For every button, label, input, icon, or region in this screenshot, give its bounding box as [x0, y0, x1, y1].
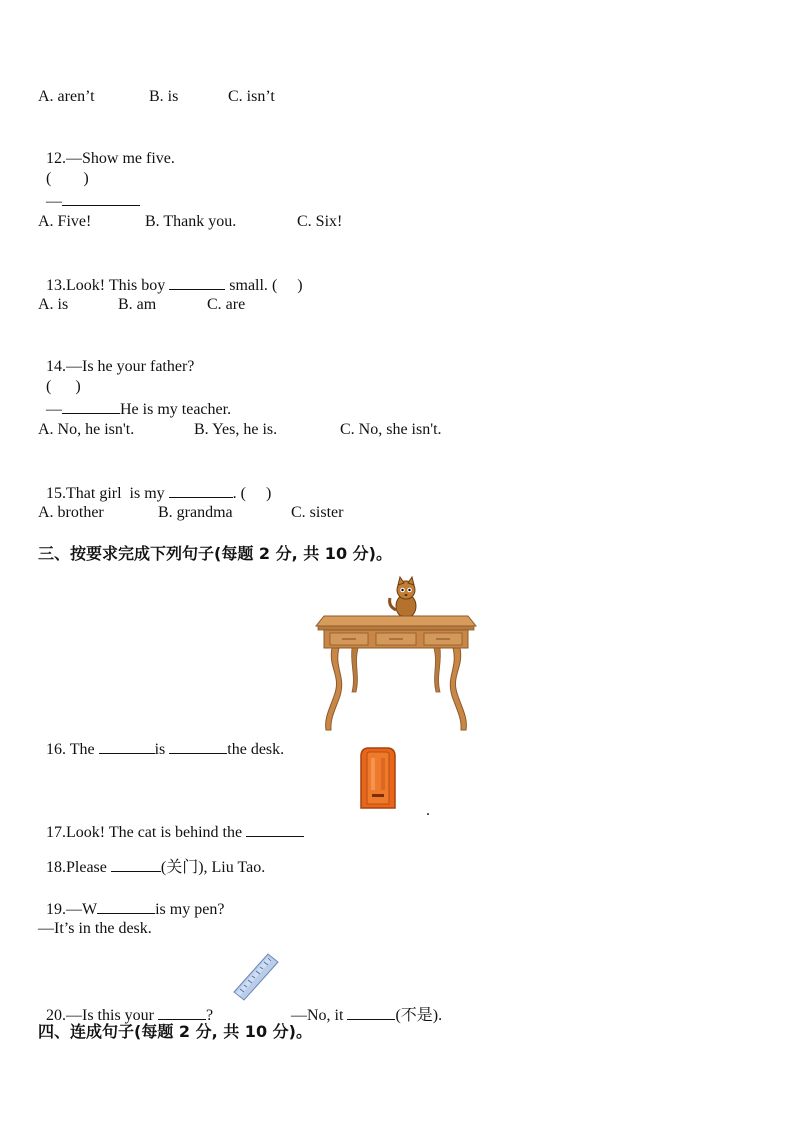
q11-option-a: A. aren’t [38, 88, 95, 105]
q13-option-b: B. am [118, 296, 157, 313]
desk-with-cat-image [312, 576, 480, 734]
q13-text-before: 13.Look! This boy [46, 277, 166, 294]
q13-text-after: small. [229, 277, 268, 294]
q12-prompt: 12.—Show me five. [46, 150, 175, 167]
q15-blank [169, 482, 233, 498]
q20-question [38, 984, 213, 1026]
q20-text-c: —No, it [291, 1007, 344, 1024]
q15-question [38, 462, 271, 504]
q16-blank-1 [99, 738, 155, 754]
ruler-image [232, 952, 280, 1002]
q12-answer-paren: ( ) [46, 170, 89, 187]
q12-blank [62, 190, 140, 206]
q18-question [38, 836, 265, 878]
door-icon [361, 748, 395, 808]
cat-icon [390, 577, 416, 621]
q16-blank-2 [169, 738, 227, 754]
q13-option-a: A. is [38, 296, 69, 313]
door-image [357, 746, 399, 810]
q14-blank [62, 398, 120, 414]
q12-option-b: B. Thank you. [145, 213, 237, 230]
ruler-icon [234, 954, 278, 1000]
q20-text-d: (不是). [395, 1007, 443, 1024]
q15-option-b: B. grandma [158, 504, 233, 521]
q15-option-c: C. sister [291, 504, 344, 521]
q20-reply [283, 984, 442, 1026]
q14-reply [38, 378, 231, 420]
q16-text-b: is [154, 741, 166, 758]
q15-answer-paren: ( ) [240, 485, 272, 502]
q15-text-before: 15.That girl is my [46, 485, 165, 502]
q17-period: . [426, 802, 430, 819]
q12-option-a: A. Five! [38, 213, 92, 230]
q11-option-b: B. is [149, 88, 179, 105]
q16-question [38, 718, 284, 760]
q17-text-before: 17.Look! The cat is behind the [46, 824, 243, 841]
q13-answer-paren: ( ) [271, 277, 303, 294]
q20-text-b: ? [206, 1007, 214, 1024]
q12-option-c: C. Six! [297, 213, 343, 230]
q19-text-b: is my pen? [155, 901, 225, 918]
q18-blank [111, 856, 161, 872]
q14-option-a: A. No, he isn't. [38, 421, 135, 438]
q12-reply-dash: — [46, 193, 62, 210]
q16-text-a: 16. The [46, 741, 95, 758]
q20-blank-2 [347, 1004, 395, 1020]
q11-option-c: C. isn’t [228, 88, 275, 105]
q18-text-before: 18.Please [46, 859, 107, 876]
q20-text-a: 20.—Is this your [46, 1007, 154, 1024]
q14-reply-text: He is my teacher. [120, 401, 232, 418]
q13-blank [169, 274, 225, 290]
q19-question [38, 878, 224, 920]
q12-reply [38, 170, 140, 212]
q14-option-b: B. Yes, he is. [194, 421, 278, 438]
q14-answer-paren: ( ) [46, 378, 81, 395]
q15-option-a: A. brother [38, 504, 104, 521]
q14-reply-dash: — [46, 401, 62, 418]
q13-option-c: C. are [207, 296, 246, 313]
q19-reply: —It’s in the desk. [38, 920, 152, 937]
q18-text-after: (关门), Liu Tao. [160, 859, 266, 876]
q15-text-after: . [232, 485, 237, 502]
q13-question [38, 254, 303, 296]
q14-option-c: C. No, she isn't. [340, 421, 442, 438]
q17-blank [246, 821, 304, 837]
q20-blank-1 [158, 1004, 206, 1020]
section-4-heading: 四、连成句子(每题 2 分, 共 10 分)。 [38, 1022, 312, 1041]
section-3-heading: 三、按要求完成下列句子(每题 2 分, 共 10 分)。 [38, 544, 392, 563]
q19-blank [97, 898, 155, 914]
q14-prompt: 14.—Is he your father? [46, 358, 195, 375]
q16-text-c: the desk. [227, 741, 285, 758]
q19-text-a: 19.—W [46, 901, 98, 918]
